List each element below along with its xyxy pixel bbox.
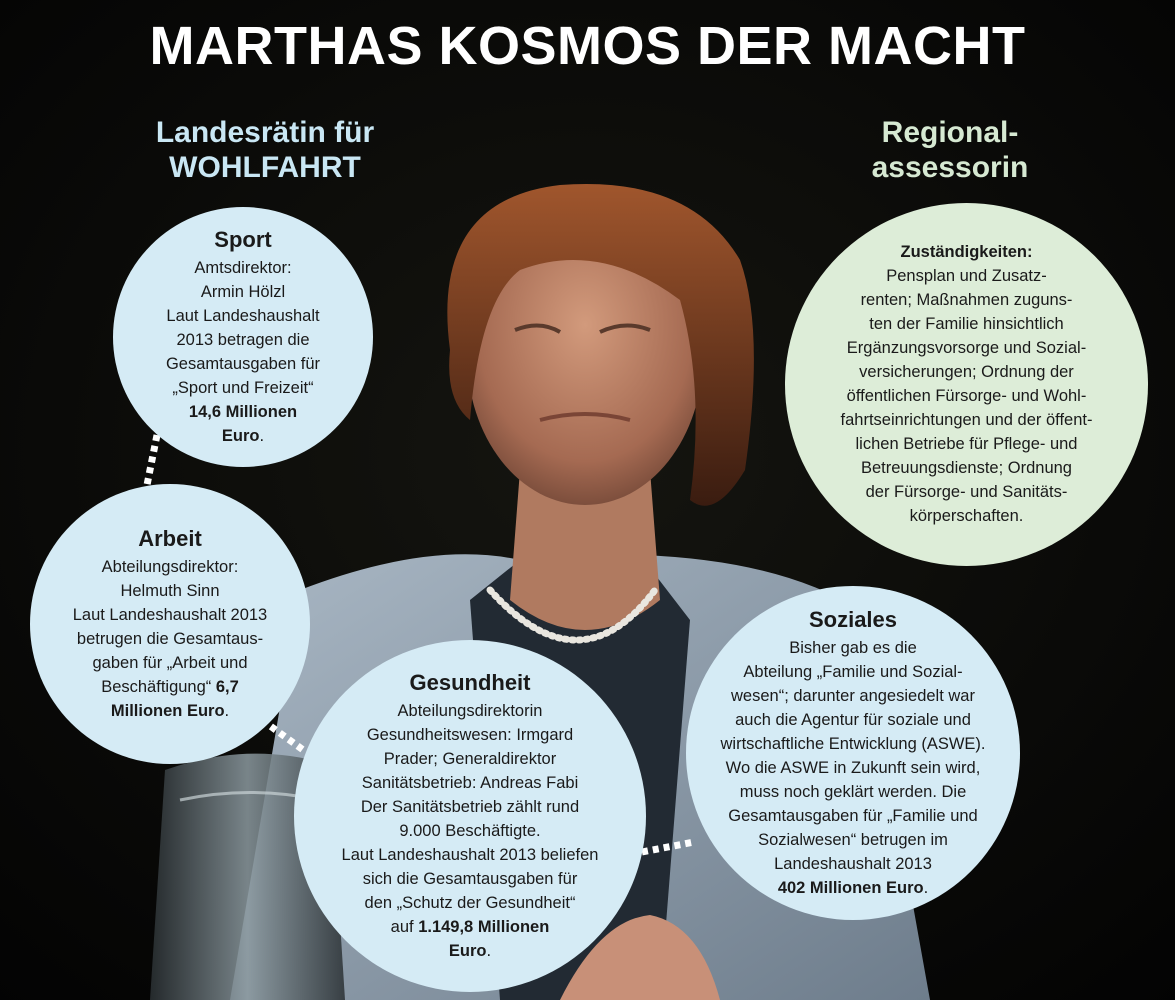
soziales-text-line: Abteilung „Familie und Sozial- (743, 663, 963, 681)
gesundheit-amount-unit (449, 939, 491, 963)
zustaendigkeiten-text-line: Pensplan und Zusatz- (886, 267, 1047, 285)
zustaendigkeiten-title: Zuständigkeiten: (900, 243, 1033, 261)
soziales-text-line: Landeshaushalt 2013 (774, 855, 932, 873)
gesundheit-line-prefix: auf (390, 918, 419, 936)
soziales-title: Soziales (808, 607, 898, 632)
zustaendigkeiten-text-line: körperschaften. (909, 507, 1024, 525)
sport-text-line: „Sport und Freizeit“ (172, 379, 314, 397)
arbeit-text-line: gaben für „Arbeit und (92, 654, 248, 672)
gesundheit-text-line: Der Sanitätsbetrieb zählt rund (360, 798, 580, 816)
soziales-text-line: Gesamtausgaben für „Familie und (728, 807, 978, 825)
sport-circle (113, 207, 373, 467)
soziales-text-line: muss noch geklärt werden. Die (739, 783, 967, 801)
sport-text-line: Amtsdirektor: (194, 259, 292, 277)
gesundheit-text-line: sich die Gesamtausgaben für (362, 870, 578, 888)
gesundheit-text-line: den „Schutz der Gesundheit“ (364, 894, 576, 912)
sport-amount: 14,6 Millionen (188, 403, 298, 421)
sport-text-line: Gesamtausgaben für (165, 355, 321, 373)
gesundheit-text-line: Laut Landeshaushalt 2013 beliefen (341, 846, 599, 864)
main-title: MARTHAS KOSMOS DER MACHT (149, 16, 1026, 76)
gesundheit-title: Gesundheit (409, 670, 531, 695)
zustaendigkeiten-text-line: renten; Maßnahmen zuguns- (860, 291, 1073, 309)
zustaendigkeiten-text-line: der Fürsorge- und Sanitäts- (865, 483, 1068, 501)
zustaendigkeiten-text-line: Ergänzungsvorsorge und Sozial- (846, 339, 1087, 357)
arbeit-circle (30, 484, 310, 764)
arbeit-line-prefix: Beschäftigung“ (101, 678, 216, 696)
zustaendigkeiten-text-line: versicherungen; Ordnung der (859, 363, 1074, 381)
arbeit-amount-unit (111, 699, 229, 723)
gesundheit-text-line: Abteilungsdirektorin (397, 702, 543, 720)
heading-line: Regional- (881, 116, 1019, 149)
arbeit-text-line: Helmuth Sinn (120, 582, 220, 600)
soziales-amount-line (778, 876, 928, 900)
zustaendigkeiten-text-line: fahrtseinrichtungen und der öffent- (840, 411, 1093, 429)
arbeit-amount: 6,7 (215, 678, 239, 696)
zustaendigkeiten-text-line: ten der Familie hinsichtlich (869, 315, 1064, 333)
sport-amount-unit (222, 424, 264, 448)
soziales-amount: 402 Millionen Euro (777, 879, 924, 897)
gesundheit-amount: 1.149,8 Millionen (418, 918, 550, 936)
arbeit-text-line: Abteilungsdirektor: (101, 558, 239, 576)
soziales-text-line: Sozialwesen“ betrugen im (758, 831, 948, 849)
punctuation: . (923, 879, 929, 897)
gesundheit-amount-unit-bold: Euro (448, 942, 487, 960)
zustaendigkeiten-circle (785, 203, 1148, 566)
sport-text-line: 2013 betragen die (176, 331, 310, 349)
heading-line: assessorin (871, 151, 1029, 184)
arbeit-text-line: betrugen die Gesamtaus- (76, 630, 264, 648)
soziales-text-line: wirtschaftliche Entwicklung (ASWE). (720, 735, 986, 753)
gesundheit-circle (294, 640, 646, 992)
gesundheit-text-line: Sanitätsbetrieb: Andreas Fabi (361, 774, 579, 792)
soziales-circle (686, 586, 1020, 920)
heading-line: Landesrätin für (155, 116, 375, 149)
gesundheit-text-line: 9.000 Beschäftigte. (399, 822, 541, 840)
heading-line: WOHLFAHRT (169, 151, 361, 184)
zustaendigkeiten-text-line: lichen Betriebe für Pflege- und (855, 435, 1078, 453)
soziales-text-line: Bisher gab es die (789, 639, 917, 657)
punctuation: . (259, 427, 265, 445)
sport-amount-unit-bold: Euro (221, 427, 260, 445)
soziales-text-line: auch die Agentur für soziale und (735, 711, 971, 729)
sport-text-line: Laut Landeshaushalt (166, 307, 320, 325)
punctuation: . (224, 702, 230, 720)
heading-regionalassessorin (820, 115, 1080, 185)
arbeit-text-line (101, 675, 239, 699)
gesundheit-text-line: Prader; Generaldirektor (383, 750, 557, 768)
soziales-text-line: wesen“; darunter angesiedelt war (731, 687, 975, 705)
soziales-text-line: Wo die ASWE in Zukunft sein wird, (725, 759, 981, 777)
sport-title: Sport (214, 227, 272, 252)
gesundheit-text-line: Gesundheitswesen: Irmgard (366, 726, 574, 744)
punctuation: . (486, 942, 492, 960)
gesundheit-text-line (391, 915, 550, 939)
sport-text-line: Armin Hölzl (200, 283, 286, 301)
arbeit-text-line: Laut Landeshaushalt 2013 (72, 606, 268, 624)
heading-landesraetin (100, 115, 430, 185)
arbeit-amount-unit-bold: Millionen Euro (110, 702, 225, 720)
zustaendigkeiten-text-line: Betreuungsdienste; Ordnung (861, 459, 1072, 477)
zustaendigkeiten-text-line: öffentlichen Fürsorge- und Wohl- (846, 387, 1087, 405)
arbeit-title: Arbeit (138, 526, 202, 551)
